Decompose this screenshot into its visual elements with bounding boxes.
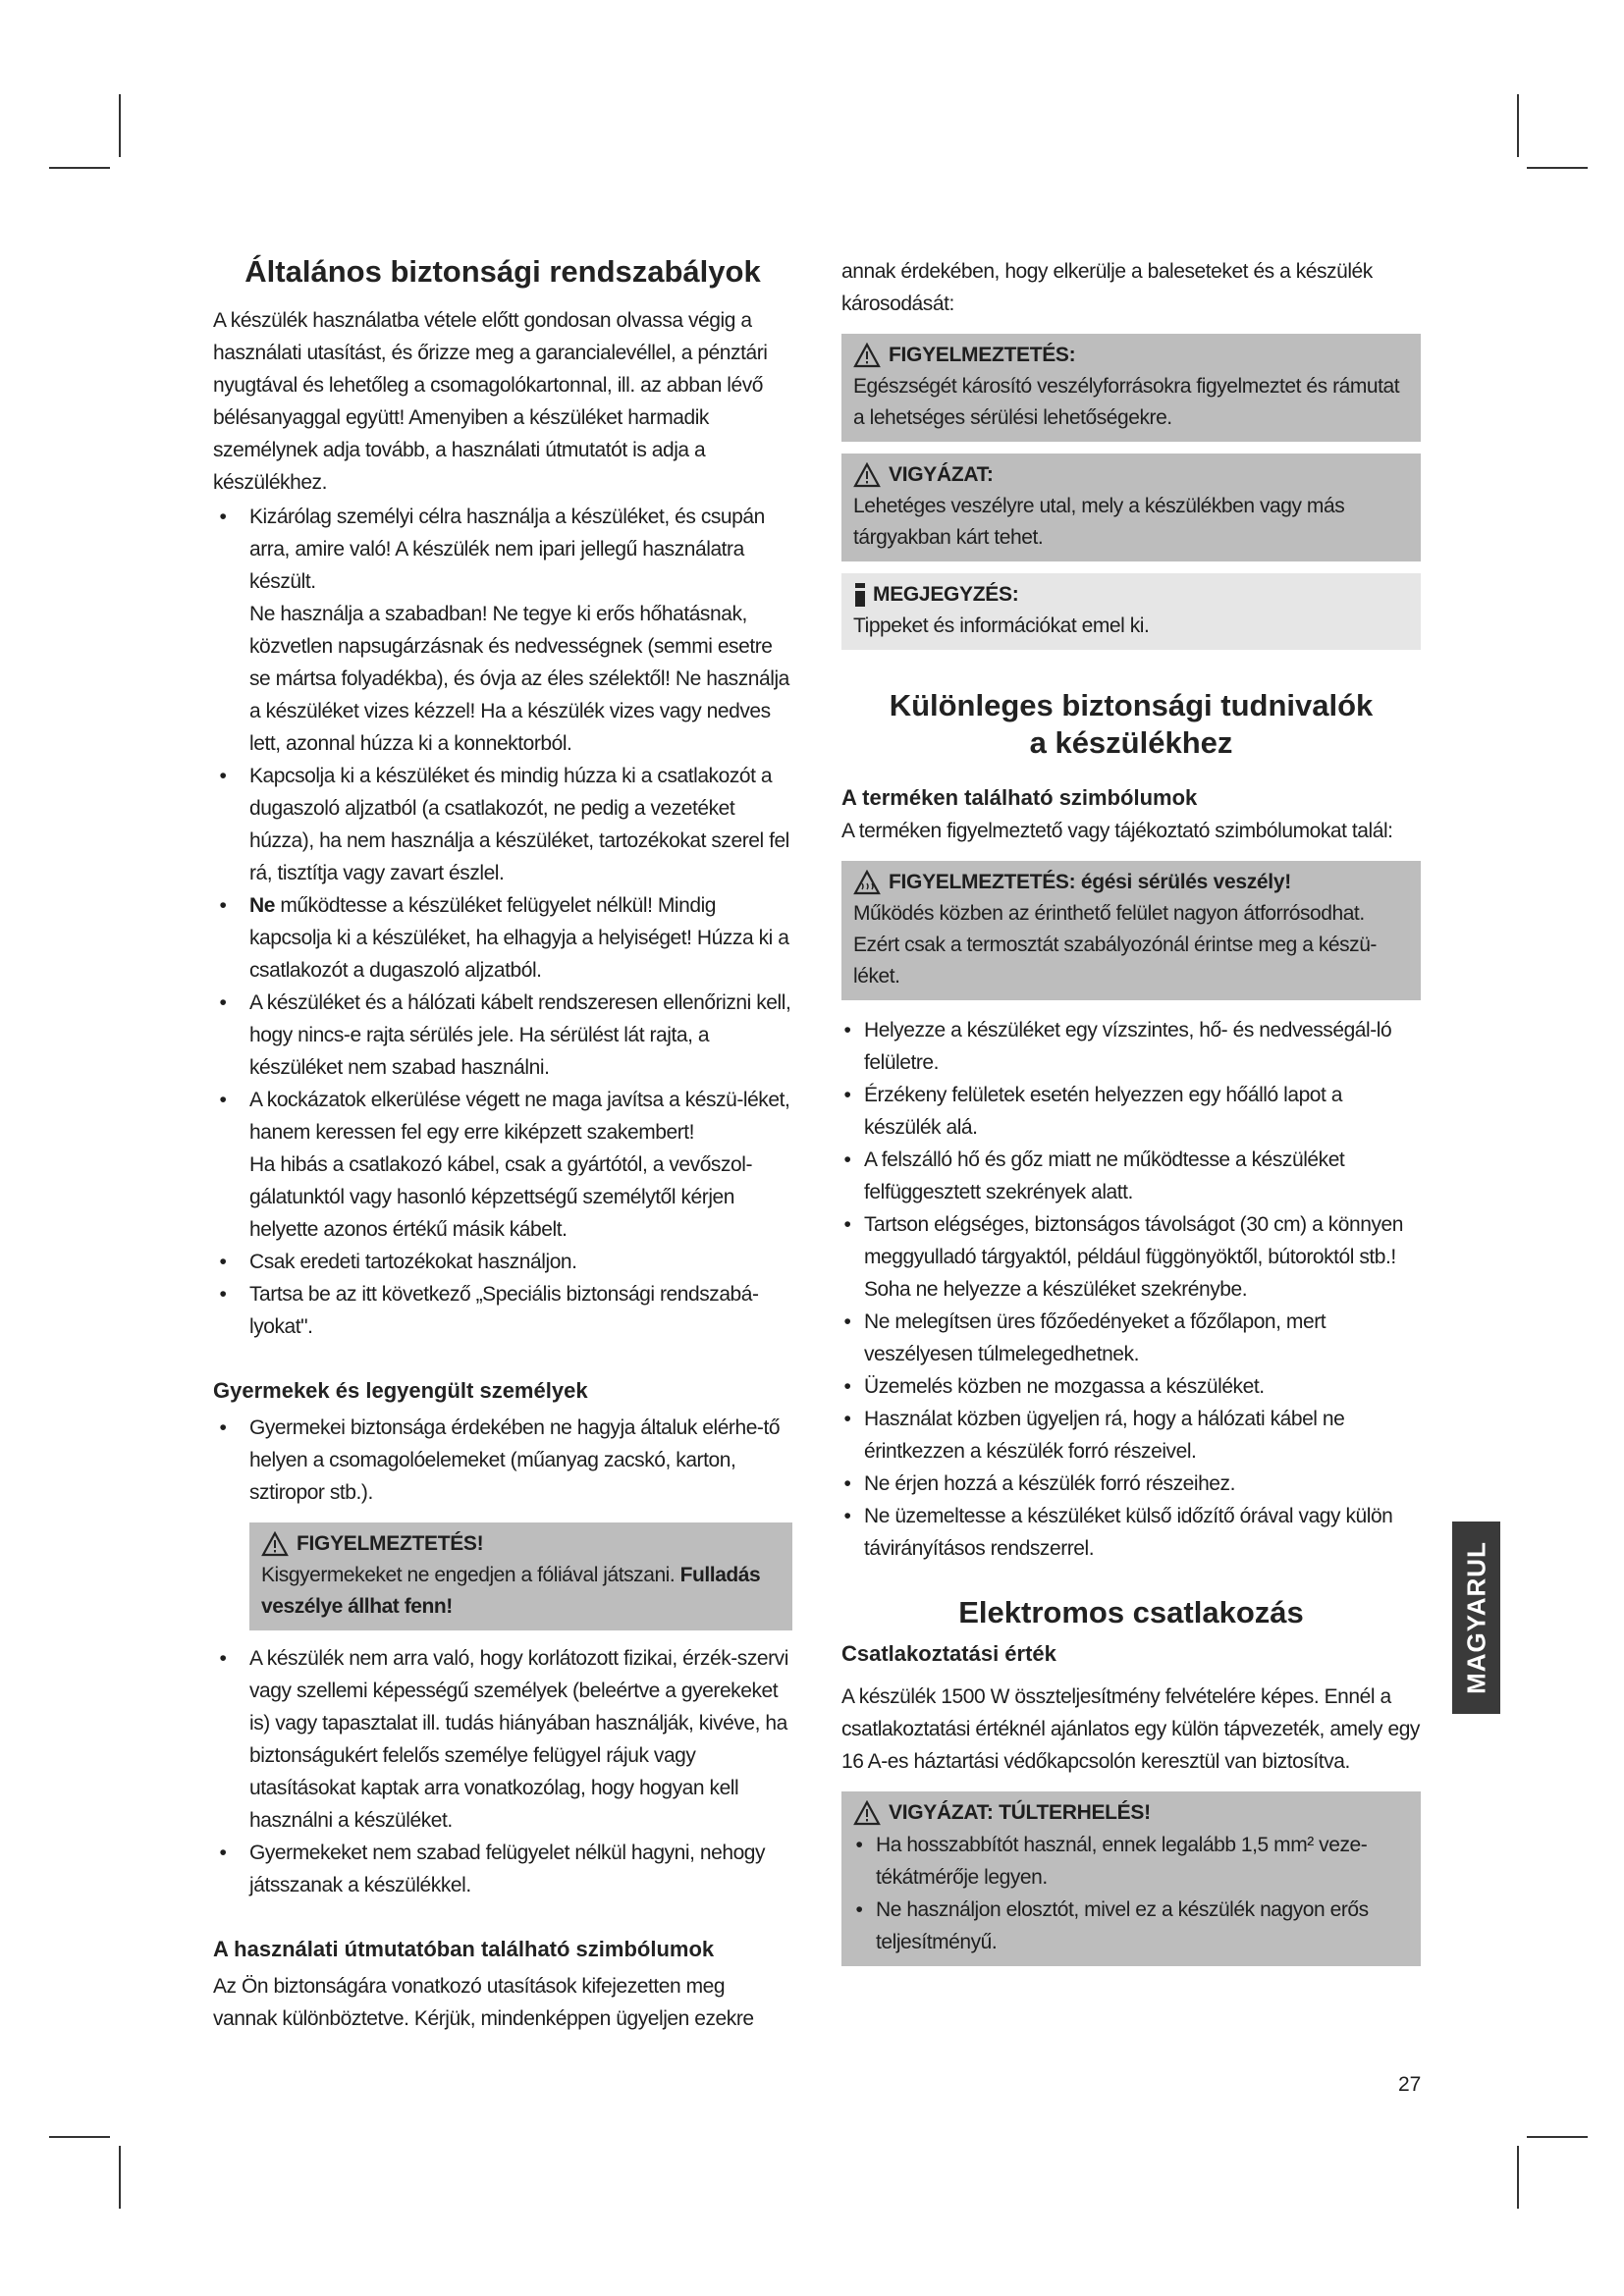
- subsection-heading: Gyermekek és legyengült személyek: [213, 1378, 588, 1403]
- hot-surface-warning-icon: [853, 870, 881, 895]
- note-box: MEGJEGYZÉS: Tippeket és információkat emel ki.: [841, 573, 1421, 650]
- list-item: • Üzemelés közben ne mozgassa a készüléket.: [841, 1370, 1421, 1403]
- crop-mark: [119, 2146, 121, 2209]
- list-item: • A felszálló hő és gőz miatt ne működtesse a készüléket felfüggesztett szekrények alatt.: [841, 1144, 1421, 1208]
- continued-paragraph: annak érdekében, hogy elkerülje a baleseteket és a készülék károsodását:: [841, 260, 1373, 315]
- list-item: • Csak eredeti tartozékokat használjon.: [213, 1246, 792, 1278]
- list-item: • A kockázatok elkerülése végett ne maga javítsa a készü-léket, hanem keressen fel egy erre kiképzett szakembert! Ha hibás a csatlakozó kábel, csak a gyártótól, a vevőszol-gálatunktól vagy hasonló képzettségű személytől kérjen helyette azonos értékű másik kábelt.: [213, 1084, 792, 1246]
- list-item: • Ne működtesse a készüléket felügyelet nélkül! Mindig kapcsolja ki a készüléket, ha elhagyja a helyiséget! Húzza ki a csatlakozót a dugaszoló aljzatból.: [213, 889, 792, 987]
- crop-mark: [1527, 167, 1588, 169]
- intro-paragraph: A készülék használatba vétele előtt gondosan olvassa végig a használati utasítást, és őrizze meg a garancialevéllel, a pénztári nyugtával és lehetőleg a csomagolókartonnal, ill. az abban lévő bélésanyaggal együtt! Amenyiben a készüléket harmadik személynek adja tovább, a használati útmutatót is adja a készülékhez.: [213, 309, 768, 494]
- subsection-heading: A terméken található szimbólumok: [841, 785, 1198, 810]
- list-item: • A készülék nem arra való, hogy korlátozott fizikai, érzék-szervi vagy szellemi képességű személyek (beleértve a gyerekeket is) vagy tapasztalat ill. tudás hiányában használják, kivéve, ha biztonságukért felelős személye felügyel rájuk vagy utasításokat kaptak arra vonatkozólag, hogy hogyan kell használni a készüléket.: [213, 1642, 792, 1837]
- list-item: • Kizárólag személyi célra használja a készüléket, és csupán arra, amire való! A készülék nem ipari jellegű használatra készült. Ne használja a szabadban! Ne tegye ki erős hőhatásnak, közvetlen napsugárzásnak és nedvességnek (semmi esetre se mártsa folyadékba), és óvja az éles szélektől! Ne használja a készüléket vizes kézzel! Ha a készülék vizes vagy nedves lett, azonnal húzza ki a konnektorból.: [213, 501, 792, 760]
- overload-caution-box: VIGYÁZAT: TÚLTERHELÉS! • Ha hosszabbítót használ, ennek legalább 1,5 mm² veze-tékátmérője legyen. • Ne használjon elosztót, mivel ez a készülék nagyon erős teljesítményű.: [841, 1791, 1421, 1966]
- list-item: • Ne érjen hozzá a készülék forró részeihez.: [841, 1468, 1421, 1500]
- list-item: • Ne melegítsen üres főzőedényeket a főzőlapon, mert veszélyesen túlmelegedhetnek.: [841, 1306, 1421, 1370]
- burn-warning-box: FIGYELMEZTETÉS: égési sérülés veszély! Működés közben az érinthető felület nagyon átforrósodhat. Ezért csak a termosztát szabályozónál érintse meg a készü-léket.: [841, 861, 1421, 1000]
- page-number: 27: [1398, 2073, 1422, 2096]
- section-title: Elektromos csatlakozás: [958, 1595, 1304, 1629]
- warning-box: FIGYELMEZTETÉS! Kisgyermekeket ne engedjen a fóliával játszani. Fulladás veszélye állhat fenn!: [249, 1522, 792, 1630]
- warning-triangle-icon: [261, 1531, 289, 1557]
- left-column: [213, 253, 792, 2035]
- crop-mark: [49, 167, 110, 169]
- list-item: • Helyezze a készüléket egy vízszintes, hő- és nedvességál-ló felületre.: [841, 1014, 1421, 1079]
- subsection-heading: Csatlakoztatási érték: [841, 1641, 1056, 1666]
- info-icon: [853, 583, 867, 607]
- list-item: • Gyermekei biztonsága érdekében ne hagyja általuk elérhe-tő helyen a csomagolóelemeket (műanyag zacskó, karton, sztiropor stb.).: [213, 1412, 792, 1509]
- crop-mark: [1517, 2146, 1519, 2209]
- list-item: • Gyermekeket nem szabad felügyelet nélkül hagyni, nehogy játsszanak a készülékkel.: [213, 1837, 792, 1901]
- product-safety-list: [841, 1014, 1421, 1565]
- connection-paragraph: A készülék 1500 W összteljesítmény felvételére képes. Ennél a csatlakoztatási értéknél ajánlatos egy külön tápvezeték, amely egy 16 A-es háztartási védőkapcsolón keresztül van biztosítva.: [841, 1685, 1420, 1773]
- list-item: • Ha hosszabbítót használ, ennek legalább 1,5 mm² veze-tékátmérője legyen.: [853, 1829, 1409, 1894]
- warning-triangle-icon: [853, 462, 881, 488]
- children-list: [213, 1412, 792, 1509]
- crop-mark: [119, 94, 121, 157]
- list-item: • Ne üzemeltesse a készüléket külső időzítő órával vagy külön távirányításos rendszerrel.: [841, 1500, 1421, 1565]
- list-item: • Használat közben ügyeljen rá, hogy a hálózati kábel ne érintkezzen a készülék forró részeivel.: [841, 1403, 1421, 1468]
- product-symbol-paragraph: A terméken figyelmeztető vagy tájékoztató szimbólumokat talál:: [841, 820, 1393, 842]
- crop-mark: [49, 2136, 110, 2138]
- section-title: Általános biztonsági rendszabályok: [244, 254, 761, 289]
- section-title: Különleges biztonsági tudnivalók a készülékhez: [889, 688, 1374, 760]
- right-column: [841, 255, 1421, 1966]
- crop-mark: [1527, 2136, 1588, 2138]
- children-list-2: [213, 1642, 792, 1901]
- warning-triangle-icon: [853, 1800, 881, 1826]
- subsection-heading: A használati útmutatóban található szimbólumok: [213, 1937, 715, 1961]
- list-item: • Érzékeny felületek esetén helyezzen egy hőálló lapot a készülék alá.: [841, 1079, 1421, 1144]
- crop-mark: [1517, 94, 1519, 157]
- list-item: • Tartson elégséges, biztonságos távolságot (30 cm) a könnyen meggyulladó tárgyaktól, például függönyöktől, bútoroktól stb.! Soha ne helyezze a készüléket szekrénybe.: [841, 1208, 1421, 1306]
- caution-box: VIGYÁZAT: Lehetéges veszélyre utal, mely a készülékben vagy más tárgyakban kárt tehet.: [841, 454, 1421, 561]
- language-tab: MAGYARUL: [1452, 1522, 1500, 1714]
- list-item: • Kapcsolja ki a készüléket és mindig húzza ki a csatlakozót a dugaszoló aljzatból (a csatlakozót, ne pedig a vezetéket húzza), ha nem használja a készüléket, tartozékokat szerel fel rá, tisztítja vagy zavart észlel.: [213, 760, 792, 889]
- list-item: • Ne használjon elosztót, mivel ez a készülék nagyon erős teljesítményű.: [853, 1894, 1409, 1958]
- warning-box: FIGYELMEZTETÉS: Egészségét károsító veszélyforrásokra figyelmeztet és rámutat a lehetséges sérülési lehetőségekre.: [841, 334, 1421, 442]
- warning-triangle-icon: [853, 343, 881, 368]
- safety-list: [213, 501, 792, 1343]
- list-item: • Tartsa be az itt következő „Speciális biztonsági rendszabá-lyokat".: [213, 1278, 792, 1343]
- symbols-paragraph: Az Ön biztonságára vonatkozó utasítások kifejezetten meg vannak különböztetve. Kérjük, mindenképpen ügyeljen ezekre: [213, 1975, 754, 2030]
- list-item: • A készüléket és a hálózati kábelt rendszeresen ellenőrizni kell, hogy nincs-e rajta sérülés jele. Ha sérülést lát rajta, a készüléket nem szabad használni.: [213, 987, 792, 1084]
